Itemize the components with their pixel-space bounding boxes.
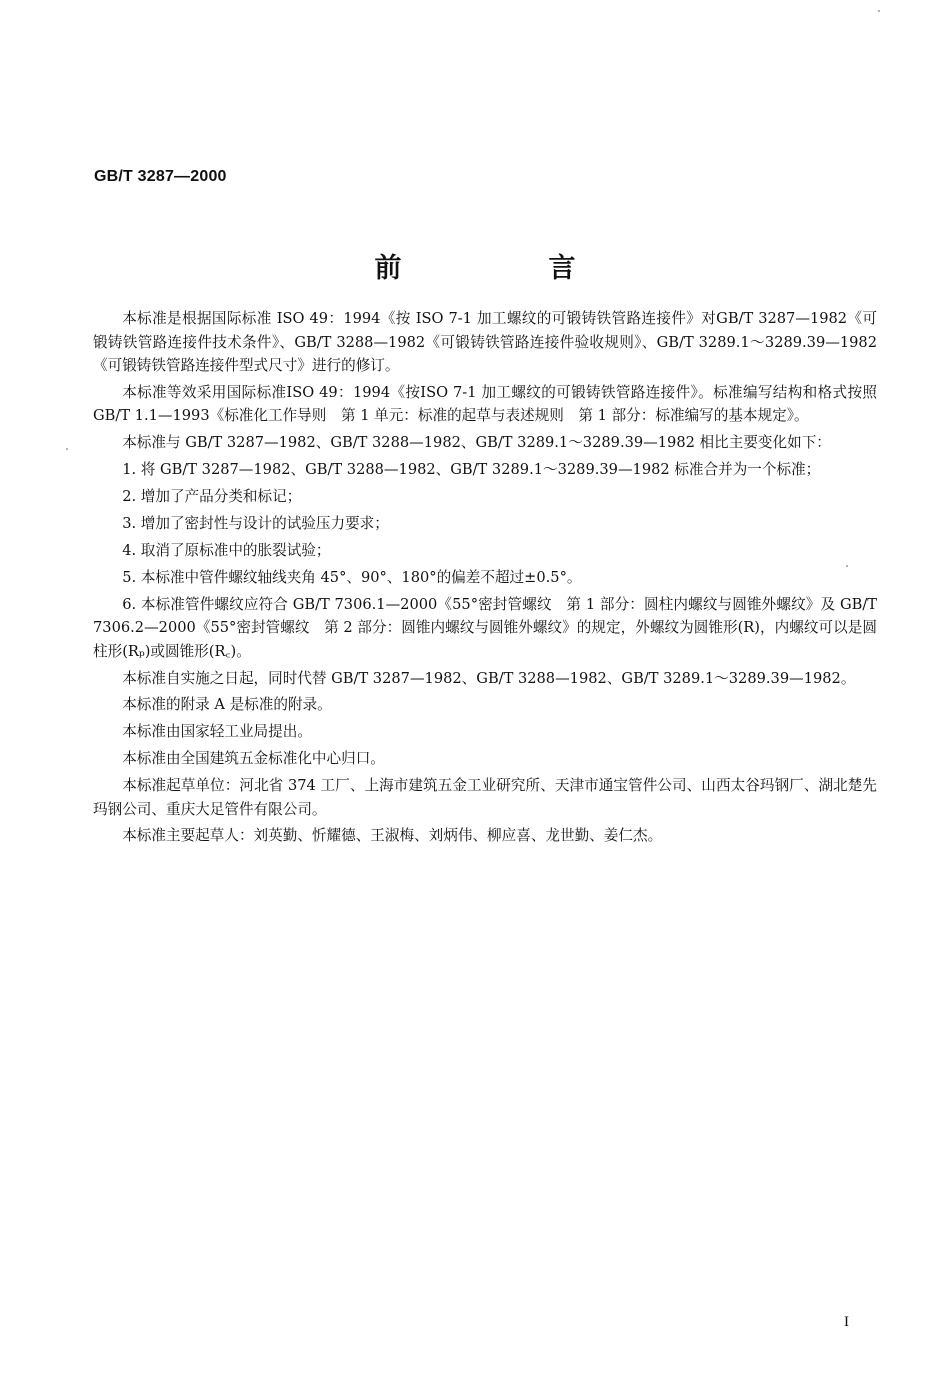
page-title: 前 言	[374, 253, 636, 284]
list-item-change-3: 3. 增加了密封性与设计的试验压力要求；	[122, 514, 389, 532]
scan-speck	[878, 10, 880, 12]
paragraph-drafting-units: 本标准起草单位：河北省 374 工厂、上海市建筑五金工业研究所、天津市通宝管件公司、山西太谷玛钢厂、湖北楚先玛钢公司、重庆大足管件有限公司。	[93, 777, 877, 818]
paragraph-revision-basis: 本标准是根据国际标准 ISO 49：1994《按 ISO 7-1 加工螺纹的可锻铸铁管路连接件》对GB/T 3287—1982《可锻铸铁管路连接件技术条件》、GB/T 3288—1982《可锻铸铁管路连接件验收规则》、GB/T 3289.1～3289.39—1982《可锻铸铁管路连接件型式尺寸》进行的修订。	[93, 310, 877, 374]
scan-speck	[846, 565, 848, 567]
paragraph-main-changes-intro: 本标准与 GB/T 3287—1982、GB/T 3288—1982、GB/T 3289.1～3289.39—1982 相比主要变化如下：	[122, 434, 831, 452]
scan-speck	[66, 448, 68, 450]
paragraph-equivalence: 本标准等效采用国际标准ISO 49：1994《按ISO 7-1 加工螺纹的可锻铸铁管路连接件》。标准编写结构和格式按照GB/T 1.1—1993《标准化工作导则 第 1 单元：标准的起草与表述规则 第 1 部分：标准编写的基本规定》。	[93, 383, 877, 425]
paragraph-replacement: 本标准自实施之日起，同时代替 GB/T 3287—1982、GB/T 3288—1982、GB/T 3289.1～3289.39—1982。	[122, 669, 856, 687]
list-item-change-1: 1. 将 GB/T 3287—1982、GB/T 3288—1982、GB/T 3289.1～3289.39—1982 标准合并为一个标准；	[122, 461, 821, 479]
paragraph-drafters: 本标准主要起草人：刘英勤、忻耀德、王淑梅、刘炳伟、柳应喜、龙世勤、姜仁杰。	[122, 827, 663, 845]
standard-code-header: GB/T 3287—2000	[94, 168, 227, 185]
page-number: I	[844, 1314, 849, 1330]
list-item-change-5: 5. 本标准中管件螺纹轴线夹角 45°、90°、180°的偏差不超过±0.5°。	[122, 568, 582, 586]
paragraph-centralized-by: 本标准由全国建筑五金标准化中心归口。	[122, 750, 385, 768]
foreword-body	[93, 307, 877, 851]
list-item-change-6: 6. 本标准管件螺纹应符合 GB/T 7306.1—2000《55°密封管螺纹 第 1 部分：圆柱内螺纹与圆锥外螺纹》及 GB/T 7306.2—2000《55°密封管螺纹 第 2 部分：圆锥内螺纹与圆锥外螺纹》的规定，外螺纹为圆锥形(R)，内螺纹可以是圆柱形(Rₚ)或圆锥形(R꜀)。	[93, 595, 877, 660]
list-item-change-2: 2. 增加了产品分类和标记；	[122, 488, 302, 506]
list-item-change-4: 4. 取消了原标准中的胀裂试验；	[122, 541, 331, 559]
paragraph-appendix: 本标准的附录 A 是标准的附录。	[122, 696, 332, 714]
paragraph-proposer: 本标准由国家轻工业局提出。	[122, 723, 312, 741]
